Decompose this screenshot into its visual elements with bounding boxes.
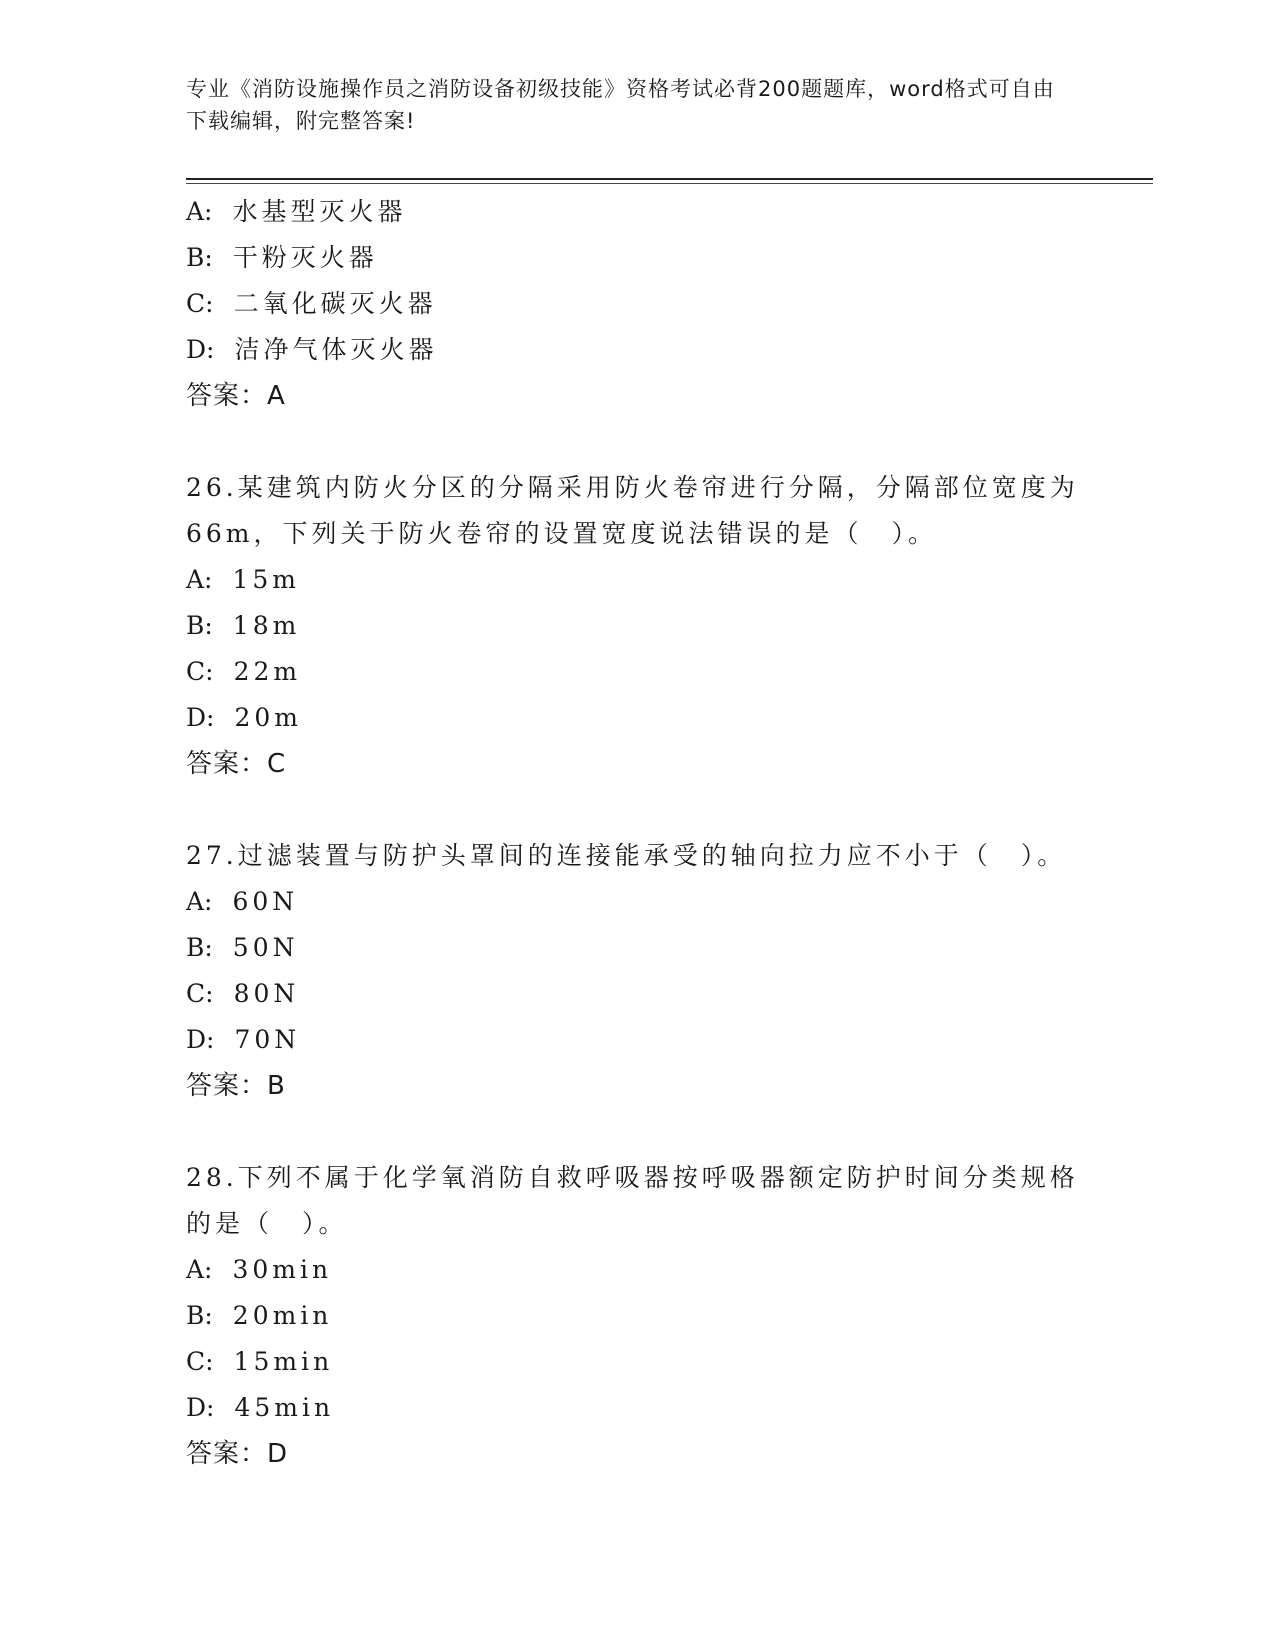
question-28	[186, 1155, 1086, 1477]
option-b: B: 50N	[186, 933, 299, 962]
question-title: 27.过滤装置与防护头罩间的连接能承受的轴向拉力应不小于（ ）。	[186, 841, 1067, 870]
answer: 答案：D	[186, 1439, 289, 1469]
option-d: D: 45min	[186, 1393, 335, 1422]
option-d: D: 70N	[186, 1025, 301, 1054]
option-c: C: 22m	[186, 657, 302, 686]
question-27	[186, 833, 1086, 1109]
option-c: C: 15min	[186, 1347, 334, 1376]
option-b: B: 20min	[186, 1301, 333, 1330]
document-header: 专业《消防设施操作员之消防设备初级技能》资格考试必背200题题库，word格式可自由下载编辑，附完整答案!	[186, 77, 1055, 133]
question-25	[186, 189, 1086, 419]
answer: 答案：A	[186, 381, 286, 411]
option-a: A: 60N	[186, 887, 299, 916]
option-a: A: 水基型灭火器	[186, 197, 407, 226]
option-d: D: 20m	[186, 703, 302, 732]
option-a: A: 30min	[186, 1255, 333, 1284]
answer: 答案：C	[186, 749, 287, 779]
option-a: A: 15m	[186, 565, 301, 594]
question-title: 26.某建筑内防火分区的分隔采用防火卷帘进行分隔，分隔部位宽度为66m，下列关于防火卷帘的设置宽度说法错误的是（ ）。	[186, 473, 1079, 548]
option-d: D: 洁净气体灭火器	[186, 335, 438, 364]
question-title: 28.下列不属于化学氧消防自救呼吸器按呼吸器额定防护时间分类规格的是（ ）。	[186, 1163, 1079, 1238]
answer: 答案：B	[186, 1071, 286, 1101]
option-c: C: 二氧化碳灭火器	[186, 289, 437, 318]
header-divider-thick	[186, 178, 1153, 180]
option-c: C: 80N	[186, 979, 300, 1008]
question-list	[186, 189, 1086, 1477]
option-b: B: 干粉灭火器	[186, 243, 378, 272]
header-divider-thin	[186, 183, 1153, 184]
option-b: B: 18m	[186, 611, 301, 640]
question-26	[186, 465, 1086, 787]
